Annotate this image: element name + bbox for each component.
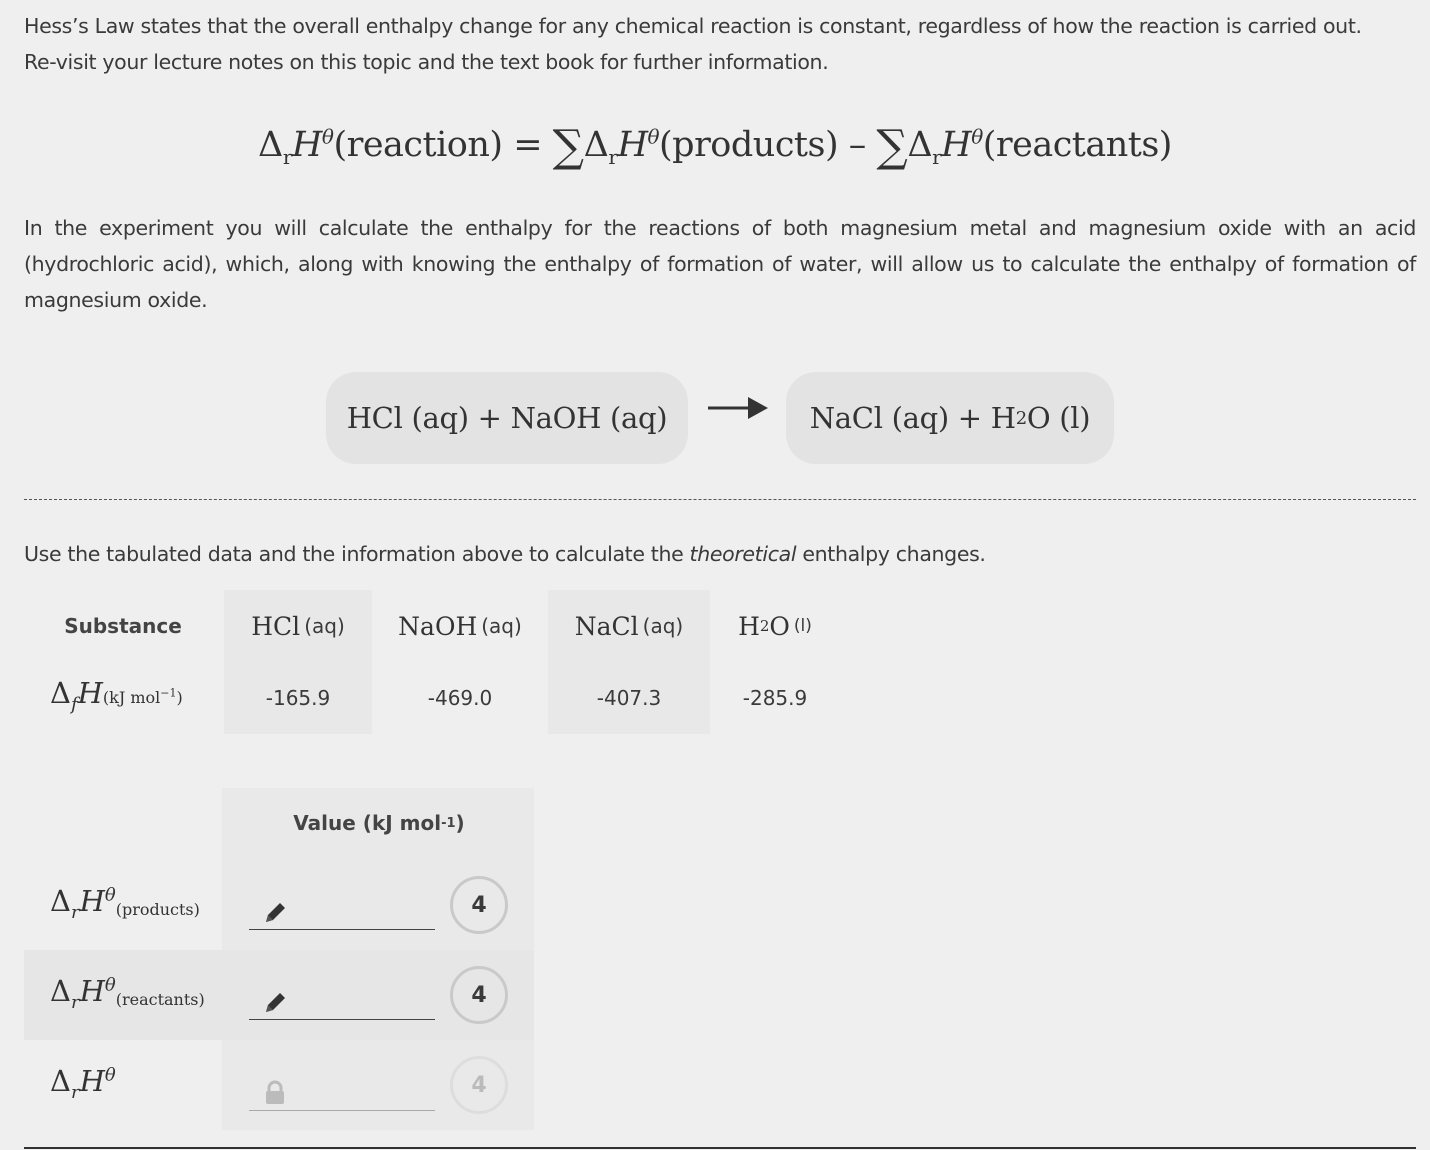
value-naoh: -469.0	[427, 686, 493, 710]
total-answer-input	[249, 1071, 435, 1111]
pencil-icon	[263, 989, 289, 1015]
value-header-text: Value (kJ mol	[293, 811, 442, 835]
units-exponent: −1	[160, 686, 177, 700]
pencil-icon	[263, 899, 289, 925]
attempts-badge: 4	[450, 1056, 508, 1114]
section-divider	[24, 499, 1416, 500]
hcl-formula: HCl	[251, 611, 301, 641]
reactants-answer-input[interactable]	[249, 980, 435, 1020]
value-hcl: -165.9	[265, 686, 331, 710]
value-header-close: )	[455, 811, 465, 835]
formula-products-term: (products)	[659, 125, 839, 165]
value-header	[224, 790, 534, 856]
products-text-1: NaCl (aq) + H	[809, 401, 1016, 435]
instruction-after: enthalpy changes.	[796, 542, 986, 566]
reactants-text: HCl (aq) + NaOH (aq)	[346, 401, 668, 435]
column-header-nacl	[548, 600, 710, 652]
column-header-naoh	[380, 600, 540, 652]
formula-reactants-term: (reactants)	[982, 125, 1172, 165]
value-water: -285.9	[742, 686, 808, 710]
value-header-exp: -1	[441, 815, 456, 831]
formula-lhs: (reaction)	[333, 125, 503, 165]
nacl-formula: NaCl	[574, 611, 639, 641]
naoh-formula: NaOH	[398, 611, 478, 641]
units-label: (kJ mol	[102, 688, 161, 707]
products-subscript: 2	[1015, 407, 1027, 429]
water-formula-h: H	[738, 611, 760, 641]
intro-line-2: Re-visit your lecture notes on this topic and the text book for further information.	[24, 50, 829, 74]
substance-header: Substance	[64, 614, 182, 638]
intro-text	[24, 8, 1416, 80]
reactants-pill	[326, 372, 688, 464]
bottom-divider	[24, 1147, 1416, 1149]
products-pill	[786, 372, 1114, 464]
row-label-total: $\Delta_rH^\theta$	[50, 1064, 116, 1103]
water-formula-sub: 2	[759, 617, 770, 635]
formula-minus: –	[848, 125, 866, 165]
instruction-text	[24, 536, 1416, 572]
products-text-2: O (l)	[1026, 401, 1091, 435]
nacl-state: (aq)	[642, 614, 684, 638]
value-nacl: -407.3	[596, 686, 662, 710]
products-answer-input[interactable]	[249, 890, 435, 930]
attempts-badge: 4	[450, 876, 508, 934]
intro-line-1: Hess’s Law states that the overall enthalpy change for any chemical reaction is constant, regardless of how the reaction is carried out.	[24, 14, 1362, 38]
reaction-arrow-icon	[706, 395, 768, 421]
water-formula-o: O	[769, 611, 790, 641]
formula-equals: =	[513, 125, 543, 165]
instruction-before: Use the tabulated data and the information above to calculate the	[24, 542, 690, 566]
attempts-badge: 4	[450, 966, 508, 1024]
hess-law-formula: $\Delta_rH^\theta(reaction)$ = $\sum\Delta_rH^\theta(products)$ – $\sum\Delta_rH^\theta(reactants)$	[258, 121, 1172, 172]
row-label-reactants: $\Delta_rH^\theta_{(reactants)}$	[50, 974, 205, 1013]
column-header-hcl	[224, 600, 372, 652]
row-label-reactants-sub: (reactants)	[115, 990, 205, 1010]
instruction-emphasis: theoretical	[689, 542, 797, 566]
water-state: (l)	[793, 616, 812, 636]
hcl-state: (aq)	[304, 614, 345, 638]
naoh-state: (aq)	[481, 614, 522, 638]
experiment-text: In the experiment you will calculate the enthalpy for the reactions of both magnesium metal and magnesium oxide with an acid (hydrochloric acid), which, along with knowing the enthalpy of formation of water, will allow us to calculate the enthalpy of formation of magnesium oxide.	[24, 216, 1416, 312]
column-header-water	[718, 600, 832, 652]
lock-icon	[263, 1080, 287, 1106]
enthalpy-formation-label: $\Delta_fH(kJ$ mol$^{-1}$)	[50, 676, 183, 715]
units-close: )	[176, 688, 183, 707]
row-label-products-sub: (products)	[115, 900, 200, 920]
row-label-products: $\Delta_rH^\theta_{(products)}$	[50, 884, 200, 923]
